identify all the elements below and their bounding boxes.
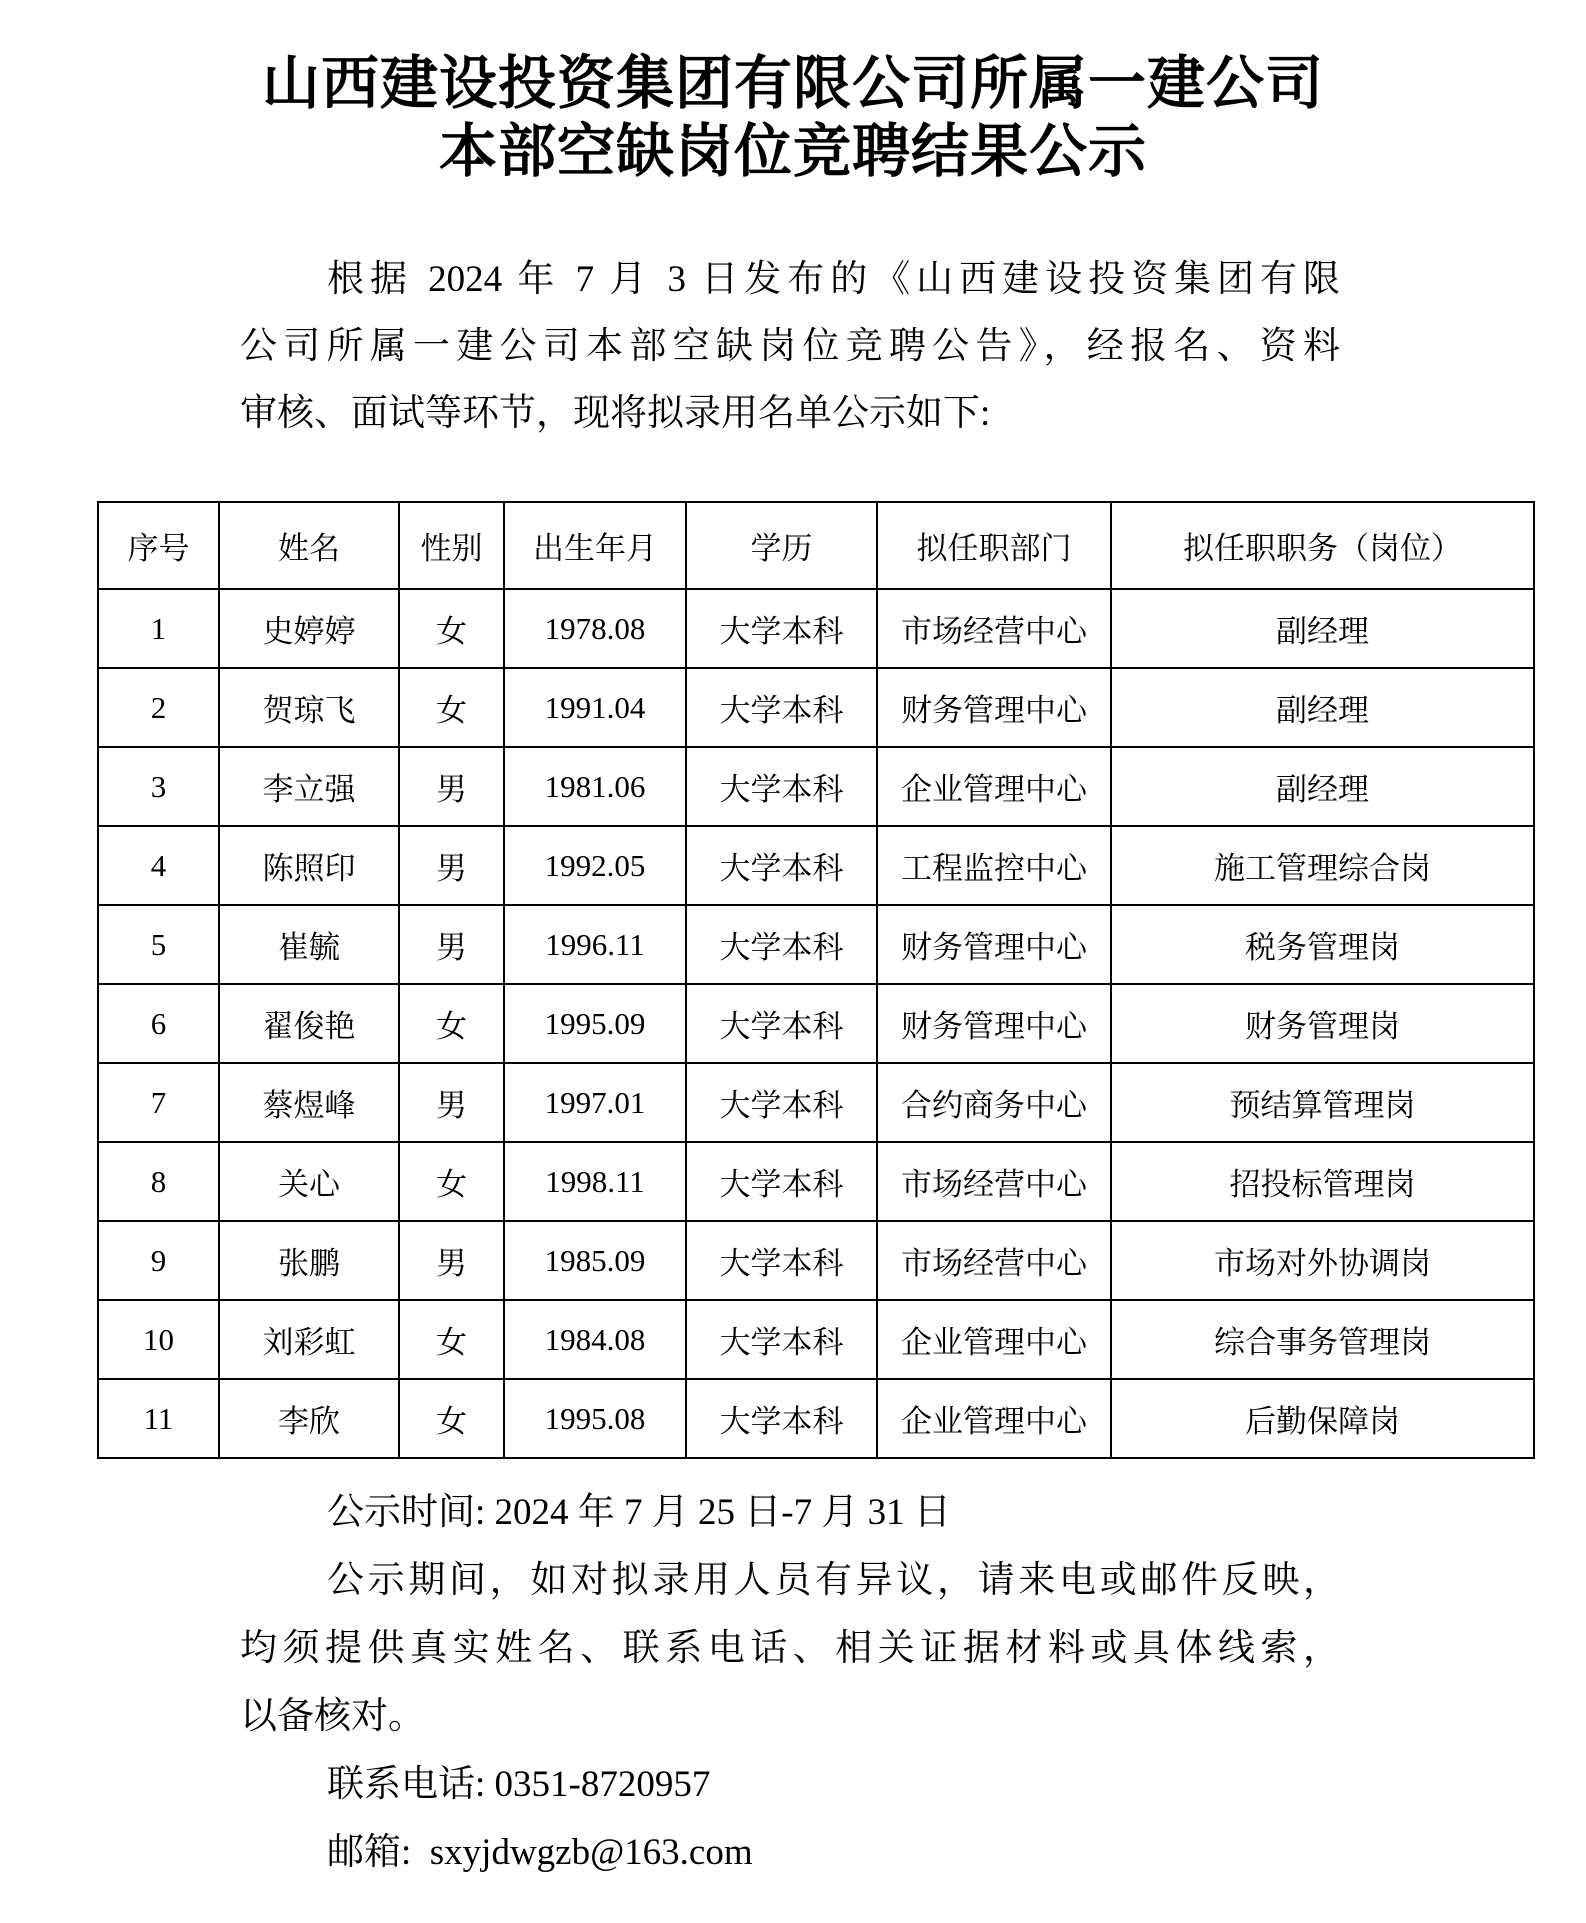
recruitment-result-table — [97, 501, 1535, 1459]
cell-name: 陈照印 — [219, 826, 399, 905]
table-row — [98, 1063, 1534, 1142]
cell-education: 大学本科 — [686, 984, 877, 1063]
cell-gender: 女 — [399, 668, 504, 747]
cell-department: 企业管理中心 — [877, 747, 1111, 826]
cell-position: 预结算管理岗 — [1111, 1063, 1534, 1142]
cell-gender: 女 — [399, 984, 504, 1063]
intro-line-2: 公司所属一建公司本部空缺岗位竞聘公告》，经报名、资料 — [240, 326, 1340, 367]
table-row — [98, 747, 1534, 826]
cell-gender: 女 — [399, 1300, 504, 1379]
cell-position: 市场对外协调岗 — [1111, 1221, 1534, 1300]
cell-position: 财务管理岗 — [1111, 984, 1534, 1063]
cell-birth: 1995.09 — [504, 984, 686, 1063]
cell-name: 李欣 — [219, 1379, 399, 1458]
cell-education: 大学本科 — [686, 1221, 877, 1300]
cell-gender: 女 — [399, 589, 504, 668]
cell-education: 大学本科 — [686, 1063, 877, 1142]
cell-department: 市场经营中心 — [877, 1142, 1111, 1221]
cell-position: 施工管理综合岗 — [1111, 826, 1534, 905]
cell-position: 副经理 — [1111, 668, 1534, 747]
table-row — [98, 905, 1534, 984]
notice-line-3: 以备核对。 — [240, 1696, 425, 1737]
cell-education: 大学本科 — [686, 1142, 877, 1221]
cell-department: 企业管理中心 — [877, 1379, 1111, 1458]
col-header-department: 拟任职部门 — [877, 502, 1111, 589]
cell-department: 财务管理中心 — [877, 905, 1111, 984]
cell-name: 翟俊艳 — [219, 984, 399, 1063]
intro-paragraph — [240, 246, 1340, 447]
intro-line-1: 根据 2024 年 7 月 3 日发布的《山西建设投资集团有限 — [327, 259, 1340, 300]
cell-no: 3 — [98, 747, 219, 826]
col-header-birth: 出生年月 — [504, 502, 686, 589]
cell-education: 大学本科 — [686, 747, 877, 826]
cell-birth: 1997.01 — [504, 1063, 686, 1142]
table-row — [98, 1379, 1534, 1458]
document-title — [0, 0, 1586, 186]
col-header-position: 拟任职职务（岗位） — [1111, 502, 1534, 589]
col-header-no: 序号 — [98, 502, 219, 589]
cell-birth: 1981.06 — [504, 747, 686, 826]
cell-no: 7 — [98, 1063, 219, 1142]
cell-education: 大学本科 — [686, 1300, 877, 1379]
cell-department: 财务管理中心 — [877, 984, 1111, 1063]
cell-no: 10 — [98, 1300, 219, 1379]
cell-position: 后勤保障岗 — [1111, 1379, 1534, 1458]
cell-department: 工程监控中心 — [877, 826, 1111, 905]
cell-department: 企业管理中心 — [877, 1300, 1111, 1379]
cell-name: 刘彩虹 — [219, 1300, 399, 1379]
cell-name: 崔毓 — [219, 905, 399, 984]
intro-line-3: 审核、面试等环节，现将拟录用名单公示如下: — [240, 393, 991, 434]
cell-department: 市场经营中心 — [877, 589, 1111, 668]
cell-name: 李立强 — [219, 747, 399, 826]
cell-birth: 1996.11 — [504, 905, 686, 984]
cell-name: 贺琼飞 — [219, 668, 399, 747]
cell-no: 5 — [98, 905, 219, 984]
cell-education: 大学本科 — [686, 668, 877, 747]
publicity-time: 公示时间: 2024 年 7 月 25 日-7 月 31 日 — [327, 1492, 951, 1533]
cell-birth: 1978.08 — [504, 589, 686, 668]
table-row — [98, 589, 1534, 668]
cell-gender: 男 — [399, 905, 504, 984]
col-header-name: 姓名 — [219, 502, 399, 589]
cell-name: 张鹏 — [219, 1221, 399, 1300]
cell-position: 税务管理岗 — [1111, 905, 1534, 984]
contact-email: 邮箱: sxyjdwgzb@163.com — [327, 1832, 753, 1873]
cell-department: 市场经营中心 — [877, 1221, 1111, 1300]
cell-position: 副经理 — [1111, 589, 1534, 668]
cell-birth: 1992.05 — [504, 826, 686, 905]
title-line-1: 山西建设投资集团有限公司所属一建公司 — [261, 51, 1324, 116]
cell-gender: 女 — [399, 1379, 504, 1458]
cell-birth: 1985.09 — [504, 1221, 686, 1300]
table-row — [98, 668, 1534, 747]
cell-education: 大学本科 — [686, 1379, 877, 1458]
cell-birth: 1995.08 — [504, 1379, 686, 1458]
cell-gender: 男 — [399, 1221, 504, 1300]
table-row — [98, 1142, 1534, 1221]
cell-position: 招投标管理岗 — [1111, 1142, 1534, 1221]
cell-no: 11 — [98, 1379, 219, 1458]
cell-position: 综合事务管理岗 — [1111, 1300, 1534, 1379]
table-body — [98, 589, 1534, 1458]
cell-birth: 1998.11 — [504, 1142, 686, 1221]
notice-line-2: 均须提供真实姓名、联系电话、相关证据材料或具体线索， — [240, 1628, 1340, 1669]
table-row — [98, 984, 1534, 1063]
cell-gender: 男 — [399, 1063, 504, 1142]
cell-education: 大学本科 — [686, 589, 877, 668]
cell-position: 副经理 — [1111, 747, 1534, 826]
cell-no: 9 — [98, 1221, 219, 1300]
cell-birth: 1984.08 — [504, 1300, 686, 1379]
cell-gender: 男 — [399, 826, 504, 905]
outro-block — [240, 1479, 1340, 1887]
title-line-2: 本部空缺岗位竞聘结果公示 — [438, 119, 1147, 184]
cell-education: 大学本科 — [686, 826, 877, 905]
col-header-education: 学历 — [686, 502, 877, 589]
cell-birth: 1991.04 — [504, 668, 686, 747]
cell-no: 2 — [98, 668, 219, 747]
cell-department: 合约商务中心 — [877, 1063, 1111, 1142]
cell-name: 蔡煜峰 — [219, 1063, 399, 1142]
col-header-gender: 性别 — [399, 502, 504, 589]
cell-name: 史婷婷 — [219, 589, 399, 668]
cell-no: 4 — [98, 826, 219, 905]
table-row — [98, 1221, 1534, 1300]
table-header-row — [98, 502, 1534, 589]
cell-no: 1 — [98, 589, 219, 668]
contact-phone: 联系电话: 0351-8720957 — [327, 1764, 711, 1805]
notice-line-1: 公示期间，如对拟录用人员有异议，请来电或邮件反映， — [327, 1560, 1340, 1601]
cell-no: 8 — [98, 1142, 219, 1221]
cell-name: 关心 — [219, 1142, 399, 1221]
cell-no: 6 — [98, 984, 219, 1063]
cell-gender: 男 — [399, 747, 504, 826]
table-row — [98, 826, 1534, 905]
table-row — [98, 1300, 1534, 1379]
cell-gender: 女 — [399, 1142, 504, 1221]
cell-department: 财务管理中心 — [877, 668, 1111, 747]
cell-education: 大学本科 — [686, 905, 877, 984]
